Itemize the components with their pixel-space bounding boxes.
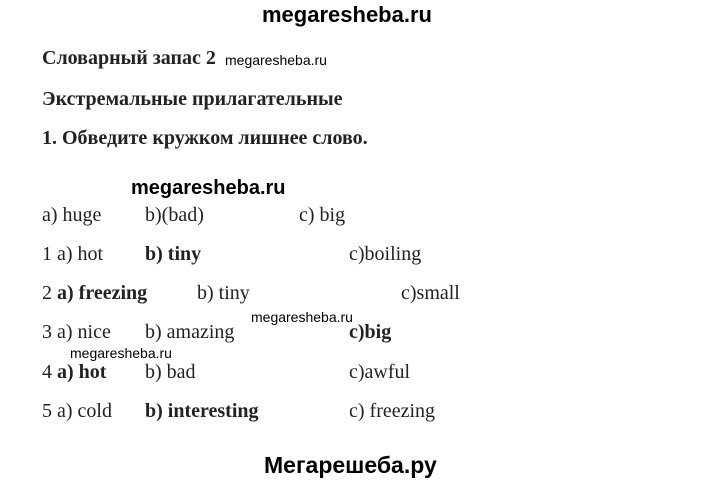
row-1-option-a: 1 a) hot (42, 243, 104, 265)
row-4-option-c: c)awful (349, 361, 411, 383)
vocabulary-title: Словарный запас 2 (42, 47, 216, 69)
row-2-option-a: 2 a) freezing (42, 282, 148, 304)
watermark-title: megaresheba.ru (225, 52, 327, 68)
row-3-option-b: b) amazing (145, 321, 235, 343)
row-1-option-c: c)boiling (349, 243, 422, 265)
row-0-option-a: a) huge (42, 204, 102, 226)
watermark-before-list: megaresheba.ru (131, 177, 286, 199)
task-instruction: 1. Обведите кружком лишнее слово. (42, 127, 368, 149)
row-0-option-b: b)(bad) (145, 204, 204, 226)
row-3-option-a: 3 a) nice (42, 321, 111, 343)
section-subtitle: Экстремальные прилагательные (42, 88, 343, 110)
footer-site-name: Мегарешеба.ру (264, 452, 437, 478)
row-0-option-c: c) big (299, 204, 346, 226)
row-3-option-c: c)big (349, 321, 392, 343)
watermark-top: megaresheba.ru (262, 2, 432, 27)
watermark-left-list: megaresheba.ru (70, 345, 172, 361)
watermark-mid-list: megaresheba.ru (251, 309, 353, 325)
row-5-option-c: c) freezing (349, 400, 436, 422)
row-5-option-b: b) interesting (145, 400, 259, 422)
row-4-option-a: 4 a) hot (42, 361, 107, 383)
row-1-option-b: b) tiny (145, 243, 202, 265)
row-2-option-c: c)small (401, 282, 460, 304)
row-2-option-b: b) tiny (197, 282, 250, 304)
row-5-option-a: 5 a) cold (42, 400, 112, 422)
row-4-option-b: b) bad (145, 361, 196, 383)
